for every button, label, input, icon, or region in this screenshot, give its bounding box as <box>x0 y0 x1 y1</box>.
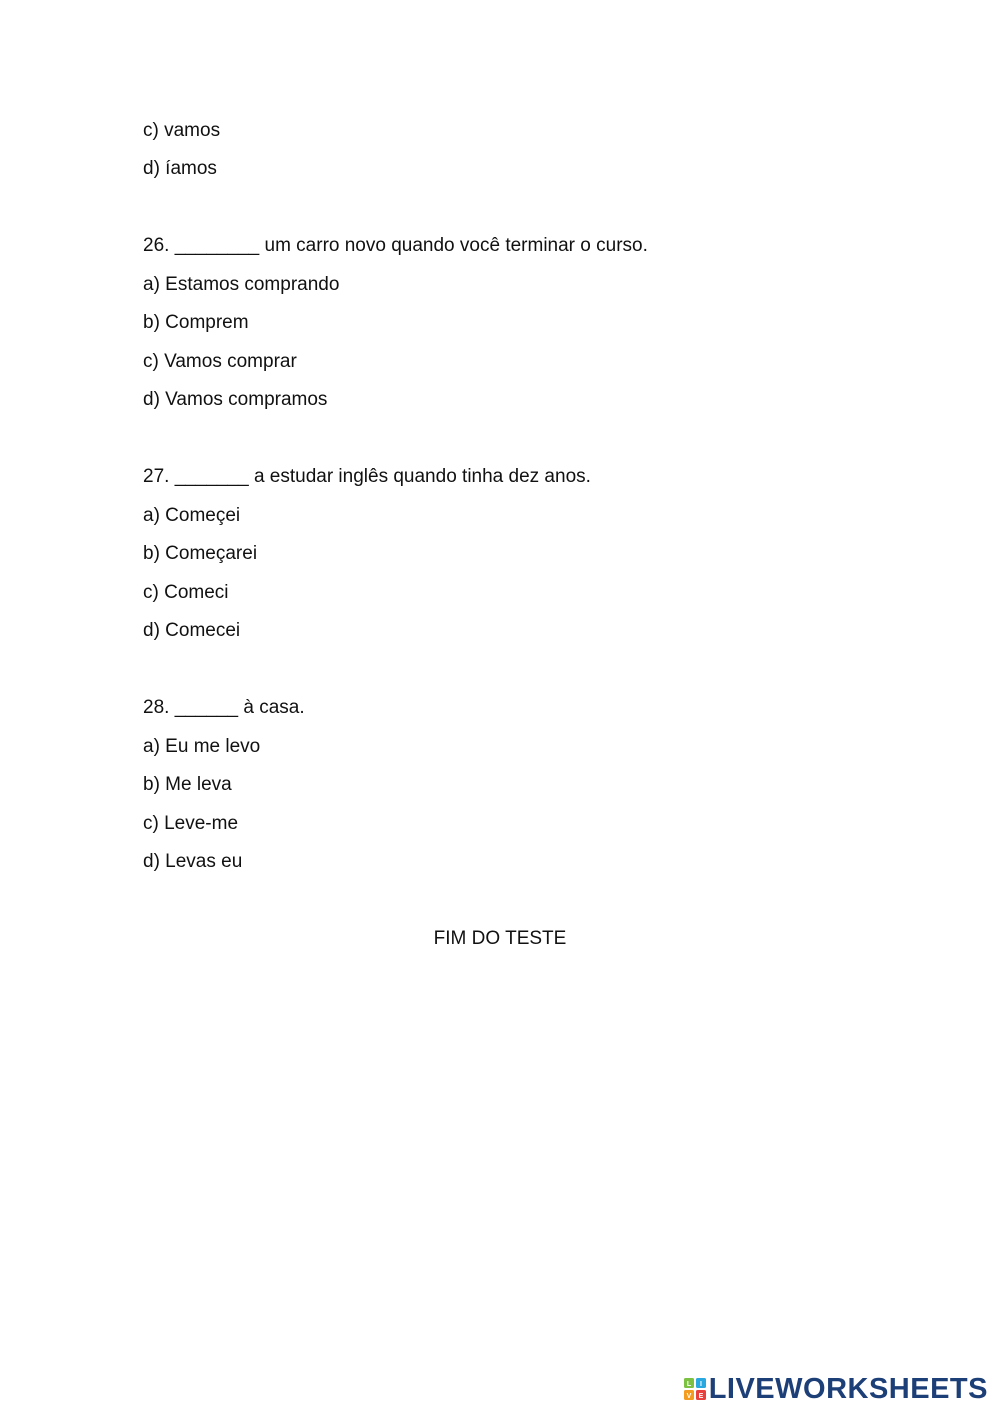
svg-text:L: L <box>686 1381 691 1388</box>
option-c: c) Comeci <box>143 582 229 603</box>
question-prompt: 27. _______ a estudar inglês quando tinha dez anos. <box>143 466 591 487</box>
svg-text:E: E <box>698 1393 704 1400</box>
option-a: a) Eu me levo <box>143 736 261 757</box>
option-d: d) Vamos compramos <box>143 389 328 410</box>
option-c: c) Leve-me <box>143 813 239 834</box>
option-b: b) Me leva <box>143 774 232 795</box>
option-d: d) Levas eu <box>143 851 243 872</box>
question-prompt: 28. ______ à casa. <box>143 697 305 718</box>
option-a: a) Começei <box>143 505 241 526</box>
liveworksheets-wordmark: LIVEWORKSHEETS <box>708 1373 988 1405</box>
liveworksheets-brand <box>684 1374 988 1404</box>
option-d: d) Comecei <box>143 620 241 641</box>
option-b: b) Comprem <box>143 312 249 333</box>
option-c: c) Vamos comprar <box>143 351 297 372</box>
option-prev-c: c) vamos <box>143 120 221 141</box>
question-prompt: 26. ________ um carro novo quando você terminar o curso. <box>143 235 648 256</box>
svg-text:I: I <box>699 1381 702 1388</box>
liveworksheets-logo-icon <box>684 1378 706 1400</box>
svg-text:V: V <box>686 1393 692 1400</box>
option-prev-d: d) íamos <box>143 158 217 179</box>
option-b: b) Começarei <box>143 543 258 564</box>
end-of-test-label: FIM DO TESTE <box>433 928 567 949</box>
option-a: a) Estamos comprando <box>143 274 340 295</box>
